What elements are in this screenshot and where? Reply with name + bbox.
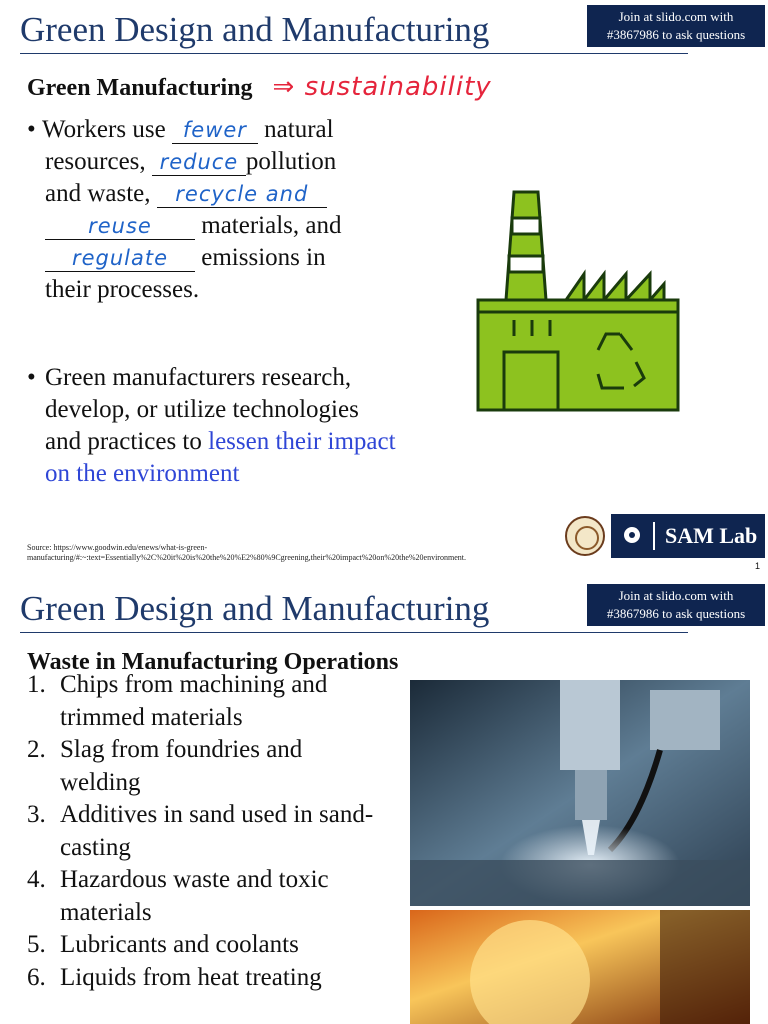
bullet-workers: • Workers use fewer natural resources, reduce pollution and waste, recycle and reuse materials, and regulate emissions in their processes. xyxy=(27,114,407,306)
list-item: 1. Chips from machining and trimmed materials xyxy=(27,671,328,731)
section-heading: Waste in Manufacturing Operations xyxy=(27,649,399,675)
bullet1-part5: and waste, xyxy=(45,180,151,207)
title-divider xyxy=(20,632,688,633)
slido-line-1: Join at slido.com with xyxy=(618,588,734,603)
bullet1-part1: Workers use xyxy=(42,116,166,143)
university-seal-icon xyxy=(565,516,605,556)
list-item: 2. Slag from foundries and welding xyxy=(27,736,303,796)
slido-line-2: #3867986 to ask questions xyxy=(606,27,746,42)
handwritten-annotation: ⇒ sustainability xyxy=(272,72,492,102)
bullet1-part7: emissions in xyxy=(201,244,326,271)
green-factory-icon xyxy=(474,190,680,414)
slide-title: Green Design and Manufacturing xyxy=(20,10,490,49)
bullet2-highlight: lessen their impact on the environment xyxy=(45,428,396,487)
machining-photo xyxy=(410,680,750,906)
bullet-manufacturers: • Green manufacturers research, develop, or utilize technologies and practices to lessen their impact on the environment xyxy=(27,364,396,487)
lab-logos xyxy=(565,514,765,558)
handwritten-fewer: fewer xyxy=(182,118,247,142)
bullet1-part2: natural xyxy=(264,116,334,143)
slido-banner xyxy=(587,584,765,626)
list-item: 4. Hazardous waste and toxic materials xyxy=(27,866,329,926)
bullet1-part8: their processes. xyxy=(45,276,200,303)
gear-head-icon xyxy=(621,524,643,546)
bullet1-part4: pollution xyxy=(245,148,337,175)
handwritten-reduce: reduce xyxy=(159,150,239,174)
handwritten-regulate: regulate xyxy=(71,246,169,270)
list-item: 5. Lubricants and coolants xyxy=(27,931,299,958)
waste-list xyxy=(27,669,387,994)
title-divider xyxy=(20,53,688,54)
bullet2-body: Green manufacturers research, develop, or utilize technologies and practices to xyxy=(45,364,359,455)
section-heading xyxy=(27,72,492,102)
sam-lab-logo xyxy=(611,514,765,558)
slido-line-2: #3867986 to ask questions xyxy=(606,606,746,621)
subheading-text: Green Manufacturing xyxy=(27,75,253,101)
list-item: 3. Additives in sand used in sand-casting xyxy=(27,801,374,861)
handwritten-reuse: reuse xyxy=(88,214,152,238)
bullet1-part3: resources, xyxy=(45,148,146,175)
list-item: 6. Liquids from heat treating xyxy=(27,963,322,991)
source-citation: Source: https://www.goodwin.edu/enews/what-is-green-manufacturing/#:~:text=Essentially%2C%20it%20is%20the%20%E2%80%9Cgreening,their%20impact%20on%20the%20environment. xyxy=(27,543,466,562)
slido-banner xyxy=(587,5,765,47)
bullet1-part6: materials, and xyxy=(201,212,342,239)
sam-lab-text: SAM Lab xyxy=(665,523,758,548)
slide-title: Green Design and Manufacturing xyxy=(20,589,490,628)
slido-line-1: Join at slido.com with xyxy=(618,9,734,24)
foundry-photo xyxy=(410,910,750,1024)
slide-2 xyxy=(0,579,768,1024)
page-number: 1 xyxy=(754,561,760,571)
handwritten-recycle: recycle and xyxy=(175,182,309,206)
